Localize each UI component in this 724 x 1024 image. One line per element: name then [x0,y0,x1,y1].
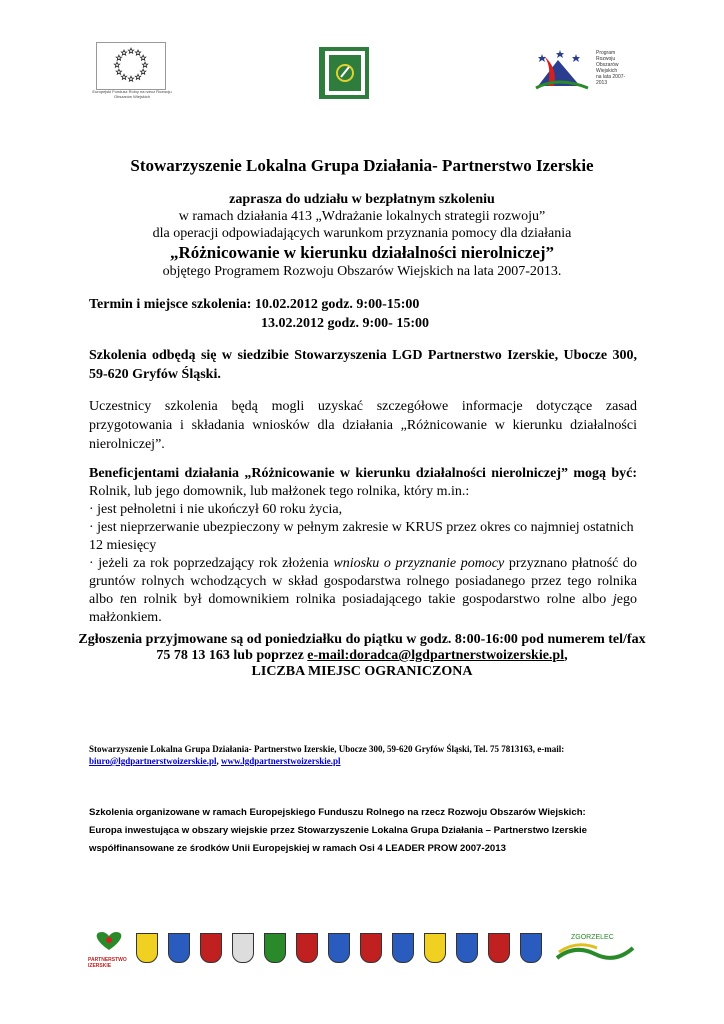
municipal-crest-icon [136,933,158,963]
registration-phone: 75 78 13 163 lub poprzez [156,648,308,663]
funding-line-2: Europa inwestująca w obszary wiejskie przez Stowarzyszenie Lokalna Grupa Działania – Partnerstwo Izerskie [89,825,587,836]
intro-line-2: w ramach działania 413 „Wdrażanie lokalnych strategii rozwoju” [178,209,546,224]
registration-line-2 [0,648,724,664]
eu-stars-icon [97,43,165,89]
registration-comma: , [564,648,568,663]
leader-logo [319,47,369,99]
beneficiaries-lead [89,465,637,501]
eu-flag-logo [96,42,166,90]
prow-logo-text [596,50,628,86]
registration-block [0,632,724,680]
eu-star-icon [116,55,121,60]
beneficiaries-item [89,555,637,627]
eu-star-icon [116,69,121,74]
municipal-crest-icon [520,933,542,963]
registration-line-1: Zgłoszenia przyjmowane są od poniedziałku do piątku w godz. 8:00-16:00 pod numerem tel/fax [78,632,646,647]
eu-star-icon [128,48,133,53]
action-name: „Różnicowanie w kierunku działalności nierolniczej” [169,243,555,262]
item3-text: · jeżeli za rok poprzedzający rok złożenia [89,556,334,571]
municipal-crest-icon [488,933,510,963]
partnerstwo-logo-text: PARTNERSTWO IZERSKIE [88,957,127,969]
prow-text-line: Wiejskich [596,68,618,74]
municipal-crest-icon [424,933,446,963]
funding-block [89,804,649,858]
eu-star-icon [121,50,126,55]
beneficiaries-item: · jest pełnoletni i nie ukończył 60 roku życia, [89,502,343,517]
termin-block [89,295,429,333]
prow-text-line: Program [596,50,616,56]
limited-places-notice: LICZBA MIEJSC OGRANICZONA [251,664,473,679]
eu-star-icon [121,74,126,79]
footer-email-link[interactable]: biuro@lgdpartnerstwoizerskie.pl [89,756,217,766]
item3-text: ego małżonkiem. [89,592,638,625]
prow-text-line: Obszarów [596,62,619,68]
item3-italic: wniosku o przyznanie pomocy [333,556,505,571]
eu-logo-caption: Europejski Fundusz Rolny na rzecz Rozwoju Obszarów Wiejskich [92,89,172,99]
partnerstwo-heart-icon [88,930,130,952]
venue-paragraph: Szkolenia odbędą się w siedzibie Stowarzyszenia LGD Partnerstwo Izerskie, Ubocze 300, 59-620 Gryfów Śląski. [89,348,637,382]
beneficiaries-block [89,465,637,627]
prow-house-icon [528,46,594,92]
item3-text: en rolnik był domownikiem rolnika posiadającego takie gospodarstwo rolne albo [123,592,613,607]
funding-line-3: współfinansowane ze środków Unii Europejskiej w ramach Osi 4 LEADER PROW 2007-2013 [89,843,506,854]
municipal-crest-icon [456,933,478,963]
item3-italic-letter: j [612,592,617,607]
eu-star-icon [135,74,140,79]
intro-line-1: zaprasza do udziału w bezpłatnym szkoleniu [229,192,495,207]
prow-text-line: na lata 2007-2013 [596,74,626,86]
eu-star-icon [140,55,145,60]
eu-star-icon [135,50,140,55]
item3-text: przyznano płatność do gruntów rolnych wchodzących w skład gospodarstwa rolnego posiadanego przez tego rolnika albo [89,556,637,607]
eu-star-icon [140,69,145,74]
zgorzelec-text: ZGORZELEC [571,934,614,941]
eu-star-icon [142,62,147,67]
intro-line-3: dla operacji odpowiadających warunkom przyznania pomocy dla działania [152,226,572,241]
document-title: Stowarzyszenie Lokalna Grupa Działania- Partnerstwo Izerskie [130,156,594,175]
termin-line-1: Termin i miejsce szkolenia: 10.02.2012 godz. 9:00-15:00 [89,297,420,312]
funding-line-1: Szkolenia organizowane w ramach Europejskiego Funduszu Rolnego na rzecz Rozwoju Obszarów Wiejskich: [89,807,586,818]
municipal-crest-icon [168,933,190,963]
termin-line-2: 13.02.2012 godz. 9:00- 15:00 [261,316,429,331]
municipal-crest-icon [232,933,254,963]
eu-star-icon [128,76,133,81]
municipal-crest-icon [200,933,222,963]
partnerstwo-izerskie-logo [88,930,130,969]
municipal-crest-icon [392,933,414,963]
municipal-crest-icon [360,933,382,963]
footer-www-link[interactable]: www.lgdpartnerstwoizerskie.pl [220,756,341,766]
participants-paragraph: Uczestnicy szkolenia będą mogli uzyskać szczegółowe informacje dotyczące zasad przygotowania i składania wniosków dla działania „Różnicowanie w kierunku działalności nierolniczej”. [89,399,637,452]
beneficiaries-lead-bold: Beneficjentami działania „Różnicowanie w kierunku działalności nierolniczej” mogą być: [89,466,637,481]
prow-text-line: Rozwoju [596,56,616,62]
footer-contact-text: Stowarzyszenie Lokalna Grupa Działania- Partnerstwo Izerskie, Ubocze 300, 59-620 Gryfów Śląski, Tel. 75 7813163, e-mail: [89,744,565,754]
prow-logo [528,46,628,92]
municipal-crest-icon [328,933,350,963]
beneficiaries-lead-rest: Rolnik, lub jego domownik, lub małżonek tego rolnika, który m.in.: [89,484,470,499]
zgorzelec-logo [555,934,635,964]
municipal-crest-icon [264,933,286,963]
beneficiaries-item: · jest nieprzerwanie ubezpieczony w pełnym zakresie w KRUS przez okres co najmniej ostatnich 12 miesięcy [89,520,634,553]
eu-star-icon [114,62,119,67]
registration-email-link[interactable]: e-mail:doradca@lgdpartnerstwoizerskie.pl [307,648,565,663]
footer-sep: , [216,756,221,766]
footer-contact [89,743,637,767]
municipal-crest-icon [296,933,318,963]
item3-italic-letter: t [119,592,124,607]
intro-block [0,191,724,280]
intro-line-5: objętego Programem Rozwoju Obszarów Wiejskich na lata 2007-2013. [162,264,562,279]
